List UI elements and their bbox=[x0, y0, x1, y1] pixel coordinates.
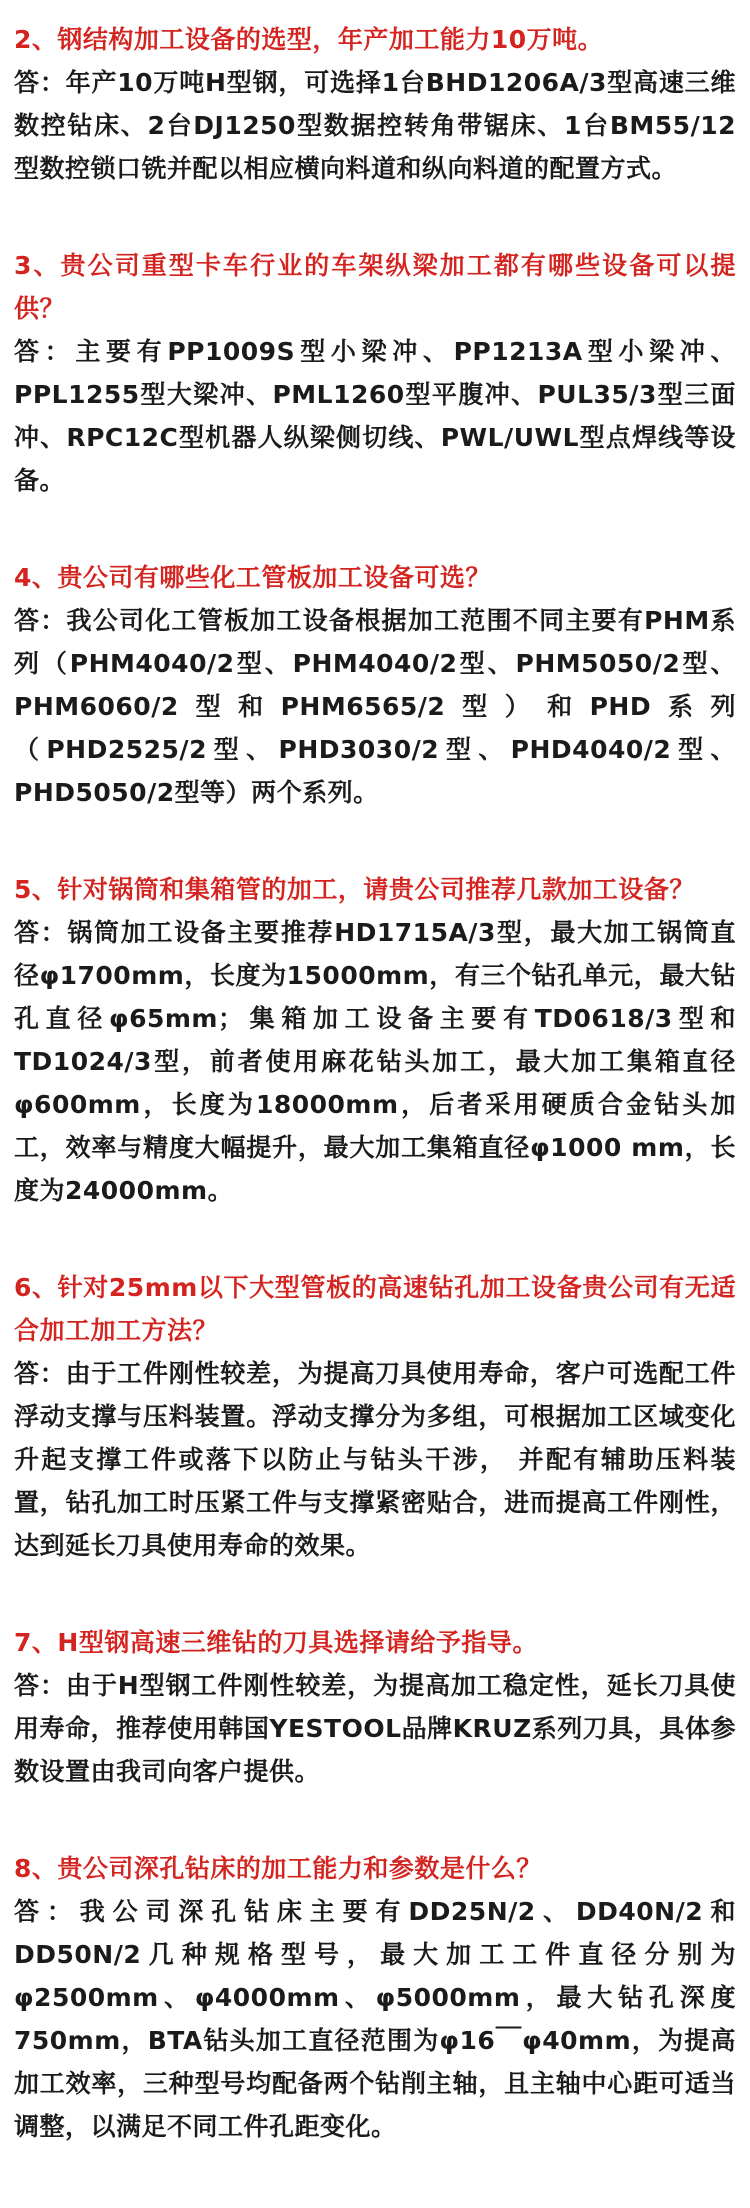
qa-section-4 bbox=[14, 556, 736, 814]
question-heading: 3、贵公司重型卡车行业的车架纵梁加工都有哪些设备可以提供？ bbox=[14, 251, 736, 323]
question-heading: 4、贵公司有哪些化工管板加工设备可选？ bbox=[14, 563, 491, 592]
answer-paragraph: 答：主要有PP1009S型小梁冲、PP1213A型小梁冲、PPL1255型大梁冲、PML1260型平腹冲、PUL35/3型三面冲、RPC12C型机器人纵梁侧切线、PWL/UWL型点焊线等设备。 bbox=[14, 337, 736, 495]
qa-section-5 bbox=[14, 868, 736, 1212]
question-heading: 8、贵公司深孔钻床的加工能力和参数是什么？ bbox=[14, 1854, 542, 1883]
qa-section-8 bbox=[14, 1847, 736, 2148]
answer-paragraph: 答：我公司化工管板加工设备根据加工范围不同主要有PHM系列（PHM4040/2型、PHM4040/2型、PHM5050/2型、PHM6060/2型和PHM6565/2型）和PHD系列（PHD2525/2型、PHD3030/2型、PHD4040/2型、PHD5050/2型等）两个系列。 bbox=[14, 606, 736, 807]
question-heading: 7、H型钢高速三维钻的刀具选择请给予指导。 bbox=[14, 1628, 538, 1657]
question-heading: 6、针对25mm以下大型管板的高速钻孔加工设备贵公司有无适合加工加工方法？ bbox=[14, 1273, 736, 1345]
qa-section-6 bbox=[14, 1266, 736, 1567]
answer-paragraph: 答：由于工件刚性较差，为提高刀具使用寿命，客户可选配工件浮动支撑与压料装置。浮动支撑分为多组，可根据加工区域变化升起支撑工件或落下以防止与钻头干涉， 并配有辅助压料装置，钻孔加工时压紧工件与支撑紧密贴合，进而提高工件刚性，达到延长刀具使用寿命的效果。 bbox=[14, 1359, 736, 1560]
answer-paragraph: 答：我公司深孔钻床主要有DD25N/2、DD40N/2和DD50N/2几种规格型号，最大加工工件直径分别为φ2500mm、φ4000mm、φ5000mm，最大钻孔深度750mm，BTA钻头加工直径范围为φ16￣φ40mm，为提高加工效率，三种型号均配备两个钻削主轴，且主轴中心距可适当调整，以满足不同工件孔距变化。 bbox=[14, 1897, 736, 2141]
qa-section-3 bbox=[14, 244, 736, 502]
qa-section-2 bbox=[14, 18, 736, 190]
answer-paragraph: 答：由于H型钢工件刚性较差，为提高加工稳定性，延长刀具使用寿命，推荐使用韩国YESTOOL品牌KRUZ系列刀具，具体参数设置由我司向客户提供。 bbox=[14, 1671, 736, 1786]
question-heading: 2、钢结构加工设备的选型，年产加工能力10万吨。 bbox=[14, 25, 604, 54]
answer-paragraph: 答：年产10万吨H型钢，可选择1台BHD1206A/3型高速三维数控钻床、2台DJ1250型数据控转角带锯床、1台BM55/12型数控锁口铣并配以相应横向料道和纵向料道的配置方式。 bbox=[14, 68, 736, 183]
answer-paragraph: 答：锅筒加工设备主要推荐HD1715A/3型，最大加工锅筒直径φ1700mm，长度为15000mm，有三个钻孔单元，最大钻孔直径φ65mm；集箱加工设备主要有TD0618/3型和TD1024/3型，前者使用麻花钻头加工，最大加工集箱直径φ600mm，长度为18000mm，后者采用硬质合金钻头加工，效率与精度大幅提升，最大加工集箱直径φ1000 mm，长度为24000mm。 bbox=[14, 918, 736, 1205]
question-heading: 5、针对锅筒和集箱管的加工，请贵公司推荐几款加工设备？ bbox=[14, 875, 695, 904]
qa-section-7 bbox=[14, 1621, 736, 1793]
